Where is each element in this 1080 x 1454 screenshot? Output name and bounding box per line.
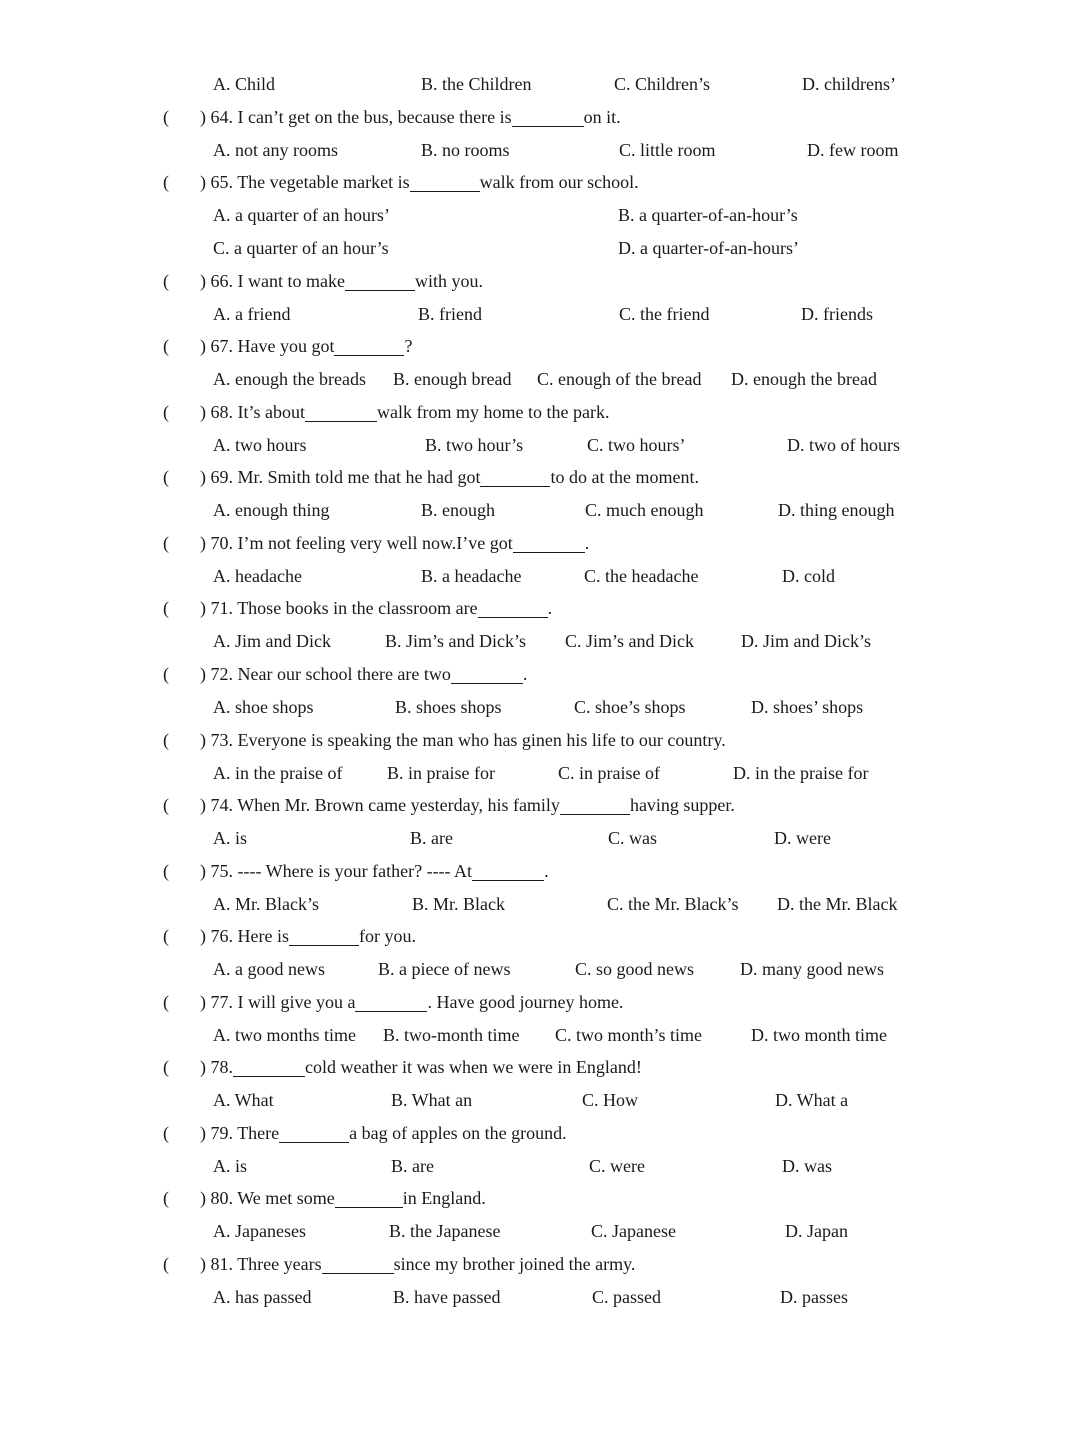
q75-option-d: D. the Mr. Black xyxy=(777,894,898,914)
q79-option-d: D. was xyxy=(782,1156,832,1176)
q66-text-after: with you. xyxy=(414,271,483,291)
q65-text-after: walk from our school. xyxy=(479,172,639,192)
q77-number: ) 77. xyxy=(200,992,233,1012)
q63-options xyxy=(0,68,1080,101)
q69-options xyxy=(0,494,1080,527)
q79-options xyxy=(0,1150,1080,1183)
q65-option-c: C. a quarter of an hour’s xyxy=(213,238,389,258)
q81-number: ) 81. xyxy=(200,1254,233,1274)
q77-text-after: . Have good journey home. xyxy=(427,992,624,1012)
q70-text-before: I’m not feeling very well now.I’ve got xyxy=(237,533,513,553)
q64-question xyxy=(200,101,621,134)
q64-option-a: A. not any rooms xyxy=(213,140,338,160)
q69-text-before: Mr. Smith told me that he had got xyxy=(237,467,481,487)
q66-option-c: C. the friend xyxy=(619,304,710,324)
q75-text-before: ---- Where is your father? ---- At xyxy=(237,861,473,881)
q72-option-c: C. shoe’s shops xyxy=(574,697,686,717)
q81-stem xyxy=(0,1248,1080,1281)
answer-blank xyxy=(560,794,630,815)
q75-option-b: B. Mr. Black xyxy=(412,894,505,914)
answer-paren: ( xyxy=(163,1254,169,1274)
q70-option-a: A. headache xyxy=(213,566,302,586)
q64-text-before: I can’t get on the bus, because there is xyxy=(237,107,512,127)
q81-options xyxy=(0,1281,1080,1314)
q76-option-a: A. a good news xyxy=(213,959,325,979)
answer-paren: ( xyxy=(163,271,169,291)
q74-text-before: When Mr. Brown came yesterday, his family xyxy=(237,795,560,815)
q67-question xyxy=(200,330,412,363)
q76-options xyxy=(0,953,1080,986)
q67-text-after: ? xyxy=(404,336,413,356)
answer-paren: ( xyxy=(163,1188,169,1208)
q74-option-b: B. are xyxy=(410,828,453,848)
q80-options xyxy=(0,1215,1080,1248)
q78-number: ) 78. xyxy=(200,1057,233,1077)
answer-blank xyxy=(289,925,359,946)
answer-blank xyxy=(512,106,584,127)
q78-question xyxy=(200,1051,642,1084)
q73-option-c: C. in praise of xyxy=(558,763,660,783)
q81-text-after: since my brother joined the army. xyxy=(393,1254,636,1274)
q70-option-d: D. cold xyxy=(782,566,835,586)
q65-number: ) 65. xyxy=(200,172,233,192)
q67-stem xyxy=(0,330,1080,363)
q71-options xyxy=(0,625,1080,658)
q76-stem xyxy=(0,920,1080,953)
q81-option-a: A. has passed xyxy=(213,1287,312,1307)
q65-question xyxy=(200,166,639,199)
answer-paren: ( xyxy=(163,664,169,684)
q68-option-b: B. two hour’s xyxy=(425,435,524,455)
q73-options xyxy=(0,757,1080,790)
q71-question xyxy=(200,592,552,625)
answer-blank xyxy=(335,1187,403,1208)
q79-text-after: a bag of apples on the ground. xyxy=(349,1123,567,1143)
q72-text-after: . xyxy=(522,664,528,684)
q78-options xyxy=(0,1084,1080,1117)
q64-options xyxy=(0,134,1080,167)
answer-blank xyxy=(279,1122,349,1143)
q69-text-after: to do at the moment. xyxy=(550,467,699,487)
q67-option-a: A. enough the breads xyxy=(213,369,366,389)
q80-text-after: in England. xyxy=(402,1188,486,1208)
q73-text: Everyone is speaking the man who has ginen his life to our country. xyxy=(237,730,726,750)
q74-question xyxy=(200,789,735,822)
q75-option-a: A. Mr. Black’s xyxy=(213,894,319,914)
q77-options xyxy=(0,1019,1080,1052)
q73-number: ) 73. xyxy=(200,730,233,750)
q77-text-before: I will give you a xyxy=(237,992,356,1012)
answer-paren: ( xyxy=(163,598,169,618)
answer-blank xyxy=(345,270,415,291)
q78-option-c: C. How xyxy=(582,1090,639,1110)
q74-number: ) 74. xyxy=(200,795,233,815)
q67-text-before: Have you got xyxy=(237,336,335,356)
q71-option-a: A. Jim and Dick xyxy=(213,631,331,651)
q74-options xyxy=(0,822,1080,855)
answer-paren: ( xyxy=(163,1123,169,1143)
answer-blank xyxy=(478,597,548,618)
q80-option-a: A. Japaneses xyxy=(213,1221,306,1241)
q79-stem xyxy=(0,1117,1080,1150)
q80-question xyxy=(200,1182,486,1215)
q78-stem xyxy=(0,1051,1080,1084)
q79-text-before: There xyxy=(237,1123,280,1143)
q69-option-b: B. enough xyxy=(421,500,495,520)
q80-option-c: C. Japanese xyxy=(591,1221,676,1241)
q66-option-a: A. a friend xyxy=(213,304,291,324)
q65-options-row2 xyxy=(0,232,1080,265)
q73-option-d: D. in the praise for xyxy=(733,763,869,783)
q79-option-a: A. is xyxy=(213,1156,248,1176)
q74-option-c: C. was xyxy=(608,828,657,848)
q64-stem xyxy=(0,101,1080,134)
q80-option-d: D. Japan xyxy=(785,1221,848,1241)
q74-option-d: D. were xyxy=(774,828,831,848)
q64-number: ) 64. xyxy=(200,107,233,127)
answer-blank xyxy=(480,466,550,487)
q72-option-a: A. shoe shops xyxy=(213,697,314,717)
q70-option-c: C. the headache xyxy=(584,566,699,586)
q65-option-d: D. a quarter-of-an-hours’ xyxy=(618,238,800,258)
q71-number: ) 71. xyxy=(200,598,233,618)
q68-options xyxy=(0,429,1080,462)
q73-question xyxy=(200,724,726,757)
answer-paren: ( xyxy=(163,926,169,946)
q71-option-b: B. Jim’s and Dick’s xyxy=(385,631,527,651)
q71-text-before: Those books in the classroom are xyxy=(237,598,478,618)
q65-option-b: B. a quarter-of-an-hour’s xyxy=(618,205,798,225)
q67-option-b: B. enough bread xyxy=(393,369,512,389)
q76-option-b: B. a piece of news xyxy=(378,959,511,979)
q78-text-after: cold weather it was when we were in England! xyxy=(305,1057,642,1077)
q79-number: ) 79. xyxy=(200,1123,233,1143)
q81-option-b: B. have passed xyxy=(393,1287,501,1307)
q81-text-before: Three years xyxy=(237,1254,322,1274)
q68-question xyxy=(200,396,609,429)
q73-option-b: B. in praise for xyxy=(387,763,495,783)
q75-stem xyxy=(0,855,1080,888)
q78-option-d: D. What a xyxy=(775,1090,849,1110)
q67-options xyxy=(0,363,1080,396)
q66-option-b: B. friend xyxy=(418,304,482,324)
q72-option-b: B. shoes shops xyxy=(395,697,502,717)
q64-option-d: D. few room xyxy=(807,140,899,160)
q79-option-b: B. are xyxy=(391,1156,434,1176)
q73-option-a: A. in the praise of xyxy=(213,763,343,783)
q77-option-d: D. two month time xyxy=(751,1025,887,1045)
answer-blank xyxy=(410,171,480,192)
q78-option-a: A. What xyxy=(213,1090,274,1110)
q67-option-d: D. enough the bread xyxy=(731,369,877,389)
answer-blank xyxy=(233,1056,305,1077)
q69-option-a: A. enough thing xyxy=(213,500,330,520)
q65-options-row1 xyxy=(0,199,1080,232)
answer-blank xyxy=(451,663,523,684)
q71-text-after: . xyxy=(547,598,553,618)
q75-number: ) 75. xyxy=(200,861,233,881)
q74-text-after: having supper. xyxy=(629,795,735,815)
q67-option-c: C. enough of the bread xyxy=(537,369,702,389)
q72-stem xyxy=(0,658,1080,691)
q78-option-b: B. What an xyxy=(391,1090,473,1110)
answer-paren: ( xyxy=(163,992,169,1012)
q69-number: ) 69. xyxy=(200,467,233,487)
q74-option-a: A. is xyxy=(213,828,248,848)
answer-paren: ( xyxy=(163,107,169,127)
q70-options xyxy=(0,560,1080,593)
q72-number: ) 72. xyxy=(200,664,233,684)
q69-stem xyxy=(0,461,1080,494)
answer-blank xyxy=(513,532,585,553)
q65-stem xyxy=(0,166,1080,199)
q68-number: ) 68. xyxy=(200,402,233,422)
q70-option-b: B. a headache xyxy=(421,566,522,586)
q64-option-b: B. no rooms xyxy=(421,140,510,160)
q74-stem xyxy=(0,789,1080,822)
q77-stem xyxy=(0,986,1080,1019)
q68-option-d: D. two of hours xyxy=(787,435,900,455)
answer-paren: ( xyxy=(163,336,169,356)
q81-option-c: C. passed xyxy=(592,1287,661,1307)
q63-option-c: C. Children’s xyxy=(614,74,711,94)
answer-blank xyxy=(305,401,377,422)
q77-option-c: C. two month’s time xyxy=(555,1025,703,1045)
q65-text-before: The vegetable market is xyxy=(237,172,410,192)
q63-option-d: D. childrens’ xyxy=(802,74,896,94)
answer-paren: ( xyxy=(163,402,169,422)
q66-question xyxy=(200,265,483,298)
answer-paren: ( xyxy=(163,533,169,553)
q79-option-c: C. were xyxy=(589,1156,645,1176)
q81-option-d: D. passes xyxy=(780,1287,848,1307)
q67-number: ) 67. xyxy=(200,336,233,356)
q76-text-before: Here is xyxy=(237,926,289,946)
q76-number: ) 76. xyxy=(200,926,233,946)
q75-option-c: C. the Mr. Black’s xyxy=(607,894,739,914)
q75-text-after: . xyxy=(544,861,549,881)
q81-question xyxy=(200,1248,635,1281)
q64-text-after: on it. xyxy=(583,107,621,127)
answer-blank xyxy=(322,1253,394,1274)
q80-stem xyxy=(0,1182,1080,1215)
q80-number: ) 80. xyxy=(200,1188,233,1208)
q66-stem xyxy=(0,265,1080,298)
q72-text-before: Near our school there are two xyxy=(237,664,451,684)
q70-question xyxy=(200,527,589,560)
q80-option-b: B. the Japanese xyxy=(389,1221,501,1241)
q68-option-c: C. two hours’ xyxy=(587,435,686,455)
answer-paren: ( xyxy=(163,861,169,881)
q66-option-d: D. friends xyxy=(801,304,873,324)
answer-paren: ( xyxy=(163,172,169,192)
answer-blank xyxy=(472,860,544,881)
answer-paren: ( xyxy=(163,1057,169,1077)
q71-option-c: C. Jim’s and Dick xyxy=(565,631,694,651)
q68-stem xyxy=(0,396,1080,429)
q72-question xyxy=(200,658,527,691)
q70-number: ) 70. xyxy=(200,533,233,553)
q77-option-a: A. two months time xyxy=(213,1025,356,1045)
q63-option-a: A. Child xyxy=(213,74,276,94)
q66-number: ) 66. xyxy=(200,271,233,291)
q69-option-c: C. much enough xyxy=(585,500,704,520)
q65-option-a: A. a quarter of an hours’ xyxy=(213,205,390,225)
q72-options xyxy=(0,691,1080,724)
q71-stem xyxy=(0,592,1080,625)
q66-text-before: I want to make xyxy=(237,271,345,291)
q77-question xyxy=(200,986,623,1019)
q75-options xyxy=(0,888,1080,921)
q63-option-b: B. the Children xyxy=(421,74,532,94)
q66-options xyxy=(0,298,1080,331)
q75-question xyxy=(200,855,549,888)
q68-text-before: It’s about xyxy=(237,402,305,422)
answer-blank xyxy=(334,335,404,356)
q72-option-d: D. shoes’ shops xyxy=(751,697,864,717)
q68-option-a: A. two hours xyxy=(213,435,307,455)
q76-question xyxy=(200,920,416,953)
q69-option-d: D. thing enough xyxy=(778,500,895,520)
q76-option-d: D. many good news xyxy=(740,959,884,979)
q73-stem xyxy=(0,724,1080,757)
q70-stem xyxy=(0,527,1080,560)
q80-text-before: We met some xyxy=(237,1188,335,1208)
q76-option-c: C. so good news xyxy=(575,959,695,979)
q64-option-c: C. little room xyxy=(619,140,716,160)
q70-text-after: . xyxy=(584,533,590,553)
answer-paren: ( xyxy=(163,795,169,815)
answer-blank xyxy=(355,991,427,1012)
answer-paren: ( xyxy=(163,730,169,750)
q69-question xyxy=(200,461,699,494)
q68-text-after: walk from my home to the park. xyxy=(377,402,610,422)
q79-question xyxy=(200,1117,567,1150)
q71-option-d: D. Jim and Dick’s xyxy=(741,631,871,651)
answer-paren: ( xyxy=(163,467,169,487)
q77-option-b: B. two-month time xyxy=(383,1025,520,1045)
q76-text-after: for you. xyxy=(358,926,416,946)
